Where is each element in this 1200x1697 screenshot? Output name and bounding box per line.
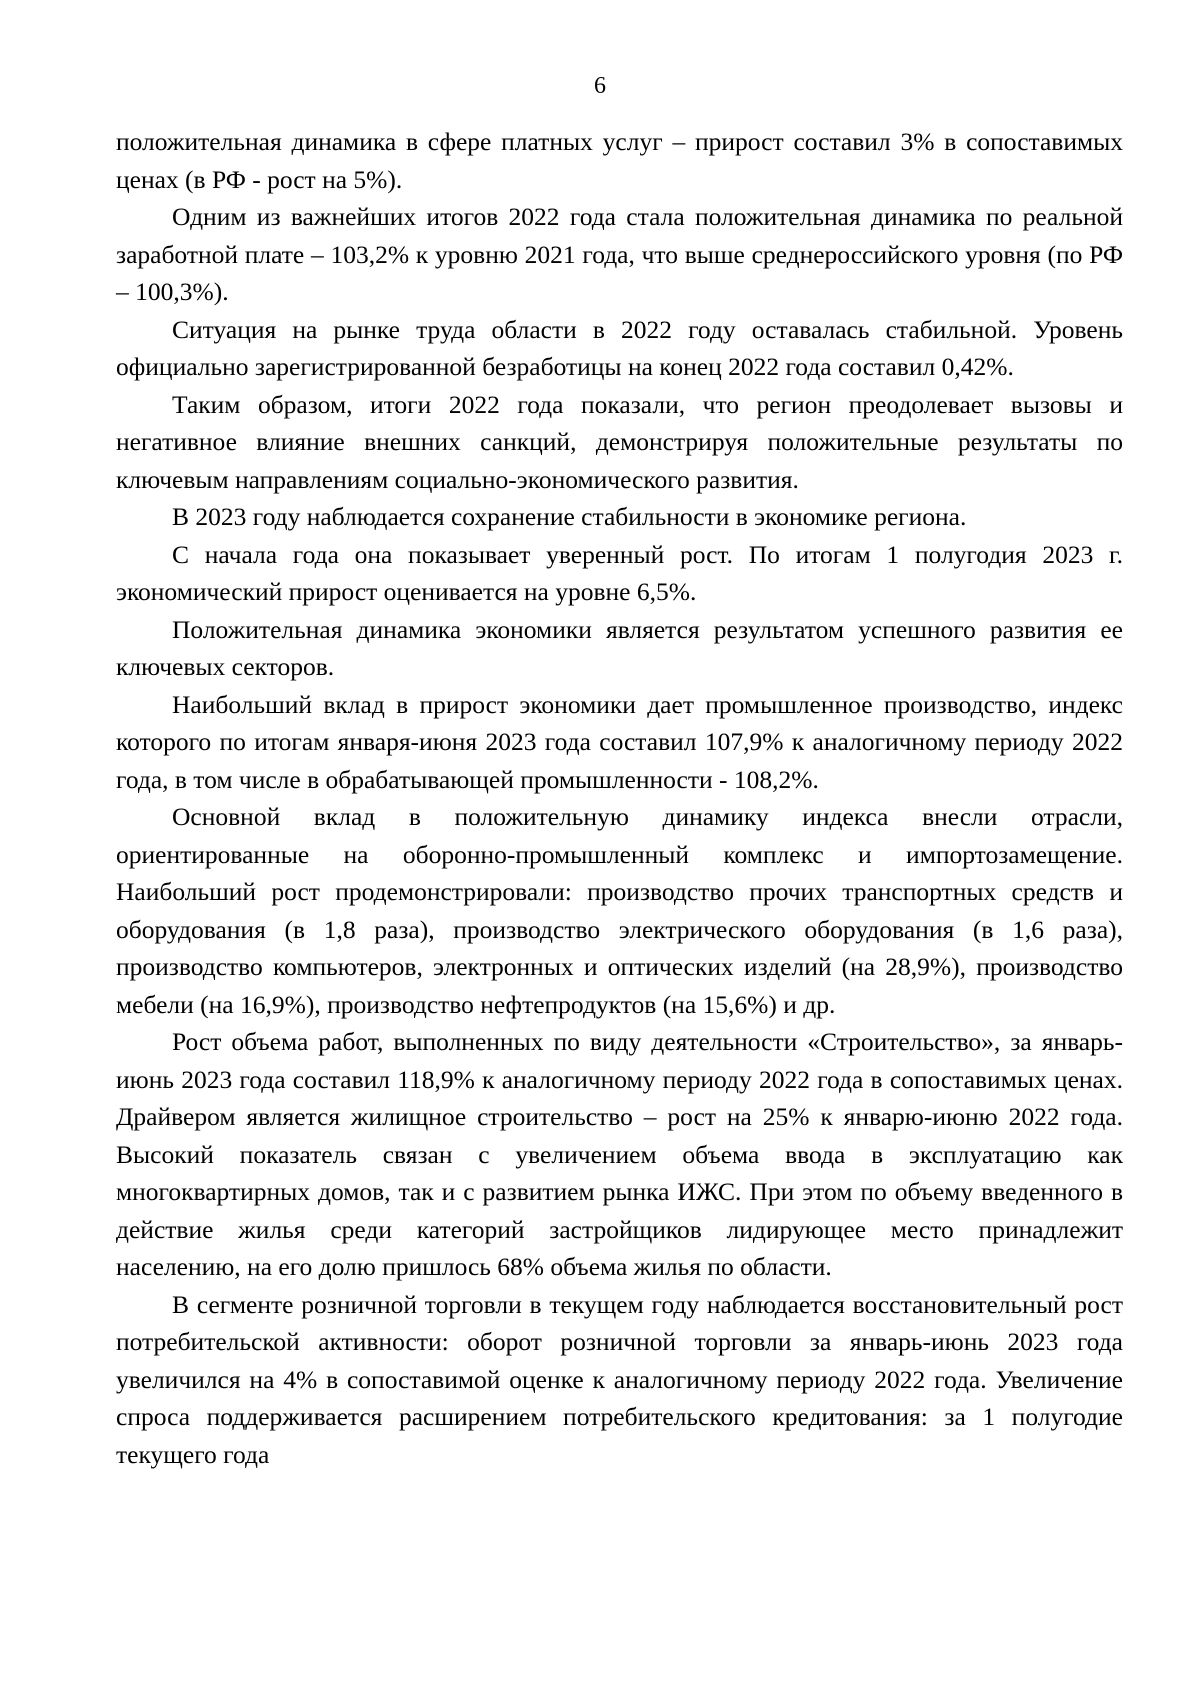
paragraph-labor-market: Ситуация на рынке труда области в 2022 году оставалась стабильной. Уровень официально зарегистрированной безработицы на конец 2022 года составил 0,42%. xyxy=(116,314,1123,381)
paragraph-2022-summary: Таким образом, итоги 2022 года показали, что регион преодолевает вызовы и негативное влияние внешних санкций, демонстрируя положительные результаты по ключевым направлениям социально-экономического развития. xyxy=(116,389,1123,494)
page-number: 6 xyxy=(594,73,606,99)
paragraph-key-sectors: Положительная динамика экономики является результатом успешного развития ее ключевых секторов. xyxy=(116,614,1123,681)
paragraph-2023-growth: С начала года она показывает уверенный рост. По итогам 1 полугодия 2023 г. экономический прирост оценивается на уровне 6,5%. xyxy=(116,539,1123,606)
paragraph-industrial-production: Наибольший вклад в прирост экономики дает промышленное производство, индекс которого по итогам января-июня 2023 года составил 107,9% к аналогичному периоду 2022 года, в том числе в обрабатывающей промышленности - 108,2%. xyxy=(116,689,1123,794)
paragraph-construction: Рост объема работ, выполненных по виду деятельности «Строительство», за январь-июнь 2023 года составил 118,9% к аналогичному периоду 2022 года в сопоставимых ценах. Драйвером является жилищное строительство – рост на 25% к январю-июню 2022 года. Высокий показатель связан с увеличением объема ввода в эксплуатацию как многоквартирных домов, так и с развитием рынка ИЖС. При этом по объему введенного в действие жилья среди категорий застройщиков лидирующее место принадлежит населению, на его долю пришлось 68% объема жилья по области. xyxy=(116,1027,1123,1281)
document-body xyxy=(116,123,1123,1473)
paragraph-retail-trade: В сегменте розничной торговли в текущем году наблюдается восстановительный рост потребительской активности: оборот розничной торговли за январь-июнь 2023 года увеличился на 4% в сопоставимой оценке к аналогичному периоду 2022 года. Увеличение спроса поддерживается расширением потребительского кредитования: за 1 полугодие текущего года xyxy=(116,1289,1123,1469)
paragraph-paid-services: положительная динамика в сфере платных услуг – прирост составил 3% в сопоставимых ценах (в РФ - рост на 5%). xyxy=(116,127,1123,194)
paragraph-real-wages: Одним из важнейших итогов 2022 года стала положительная динамика по реальной заработной плате – 103,2% к уровню 2021 года, что выше среднероссийского уровня (по РФ – 100,3%). xyxy=(116,202,1123,306)
paragraph-industry-contributors: Основной вклад в положительную динамику индекса внесли отрасли, ориентированные на оборонно-промышленный комплекс и импортозамещение. Наибольший рост продемонстрировали: производство прочих транспортных средств и оборудования (в 1,8 раза), производство электрического оборудования (в 1,6 раза), производство компьютеров, электронных и оптических изделий (на 28,9%), производство мебели (на 16,9%), производство нефтепродуктов (на 15,6%) и др. xyxy=(116,802,1123,1019)
paragraph-2023-stability: В 2023 году наблюдается сохранение стабильности в экономике региона. xyxy=(172,502,967,531)
